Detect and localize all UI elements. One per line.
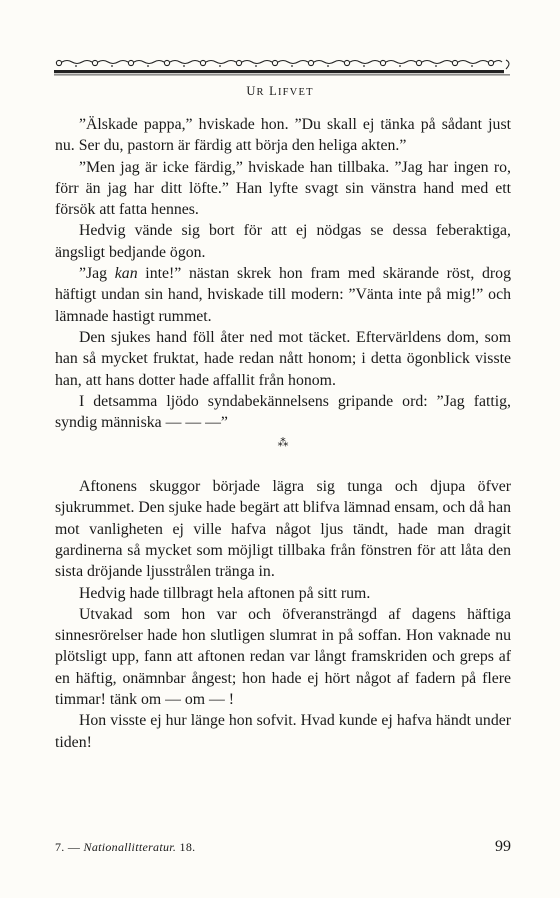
- page-footer: [55, 838, 511, 856]
- paragraph-5: Den sjukes hand föll åter ned mot täcket. Eftervärldens dom, som han så mycket fruktat, hade redan nått honom; i detta ögonblick visste han, att hans dotter hade affallit från honom.: [55, 328, 511, 389]
- paragraph-4: [55, 263, 511, 327]
- paragraph-2: ”Men jag är icke färdig,” hviskade han tillbaka. ”Jag har ingen ro, förr än jag har ditt löfte.” Han lyfte svagt sin vänstra hand med ett försök att fatta hennes.: [55, 158, 511, 219]
- printer-signature: [55, 840, 195, 855]
- emphasized-word: kan: [114, 265, 138, 283]
- running-head-word-1-rest: R: [256, 87, 265, 98]
- section-separator: ⁂: [277, 437, 289, 450]
- paragraph-1: ”Älskade pappa,” hviskade hon. ”Du skall ej tänka på sådant just nu. Ser du, pastorn är färdig att börja den heliga akten.”: [55, 116, 511, 155]
- paragraph-10: Hon visste ej hur länge hon sofvit. Hvad kunde ej hafva händt under tiden!: [55, 712, 511, 751]
- paragraph-6: I detsamma ljödo syndabekännelsens gripande ord: ”Jag fattig, syndig människa — — —”: [55, 392, 511, 432]
- paragraph-8: Hedvig hade tillbragt hela aftonen på sitt rum.: [79, 584, 371, 602]
- paragraph-9: Utvakad som hon var och öfveransträngd af dagens häftiga sinnesrörelser hade hon slutligen slumrat in på soffan. Hon vaknade nu plötsligt upp, fann att aftonen redan var långt framskriden och greps af en häftig, onämnbar ångest; hon hade ej hört något af fadern på flere timmar! tänk om — om — !: [55, 605, 511, 709]
- paragraph-4-end: inte!” nästan skrek hon fram med skärande röst, drog häftigt undan sin hand, hviskade till modern: ”Vänta inte på mig!” och lämnade hastigt rummet.: [55, 265, 511, 325]
- paragraph-3: Hedvig vände sig bort för att ej nödgas se dessa feberaktiga, ängsligt bedjande ögon.: [55, 222, 511, 261]
- running-head-word-1-initial: U: [246, 84, 257, 98]
- paragraph-7: Aftonens skuggor började lägra sig tunga och djupa öfver sjukrummet. Den sjuke hade begärt att blifva lämnad ensam, och då han mot vanligheten ej ville hafva något ljus tändt, hade man dragit gardinerna så mycket som möjligt tillbaka från fönstren för att låta den sista dröjande ljusstrålen tränga in.: [55, 478, 511, 581]
- paragraph-4-start: ”Jag: [79, 265, 115, 283]
- signature-title: Nationallitteratur.: [83, 840, 177, 854]
- signature-prefix: 7. —: [55, 840, 81, 854]
- page-number: 99: [495, 838, 511, 855]
- ornamental-header-border: [54, 56, 514, 80]
- running-head: [0, 84, 560, 99]
- running-head-word-2-rest: IFVET: [277, 87, 314, 98]
- signature-suffix: 18.: [179, 840, 196, 854]
- running-head-word-2-initial: L: [269, 84, 278, 98]
- body-text: [55, 114, 511, 753]
